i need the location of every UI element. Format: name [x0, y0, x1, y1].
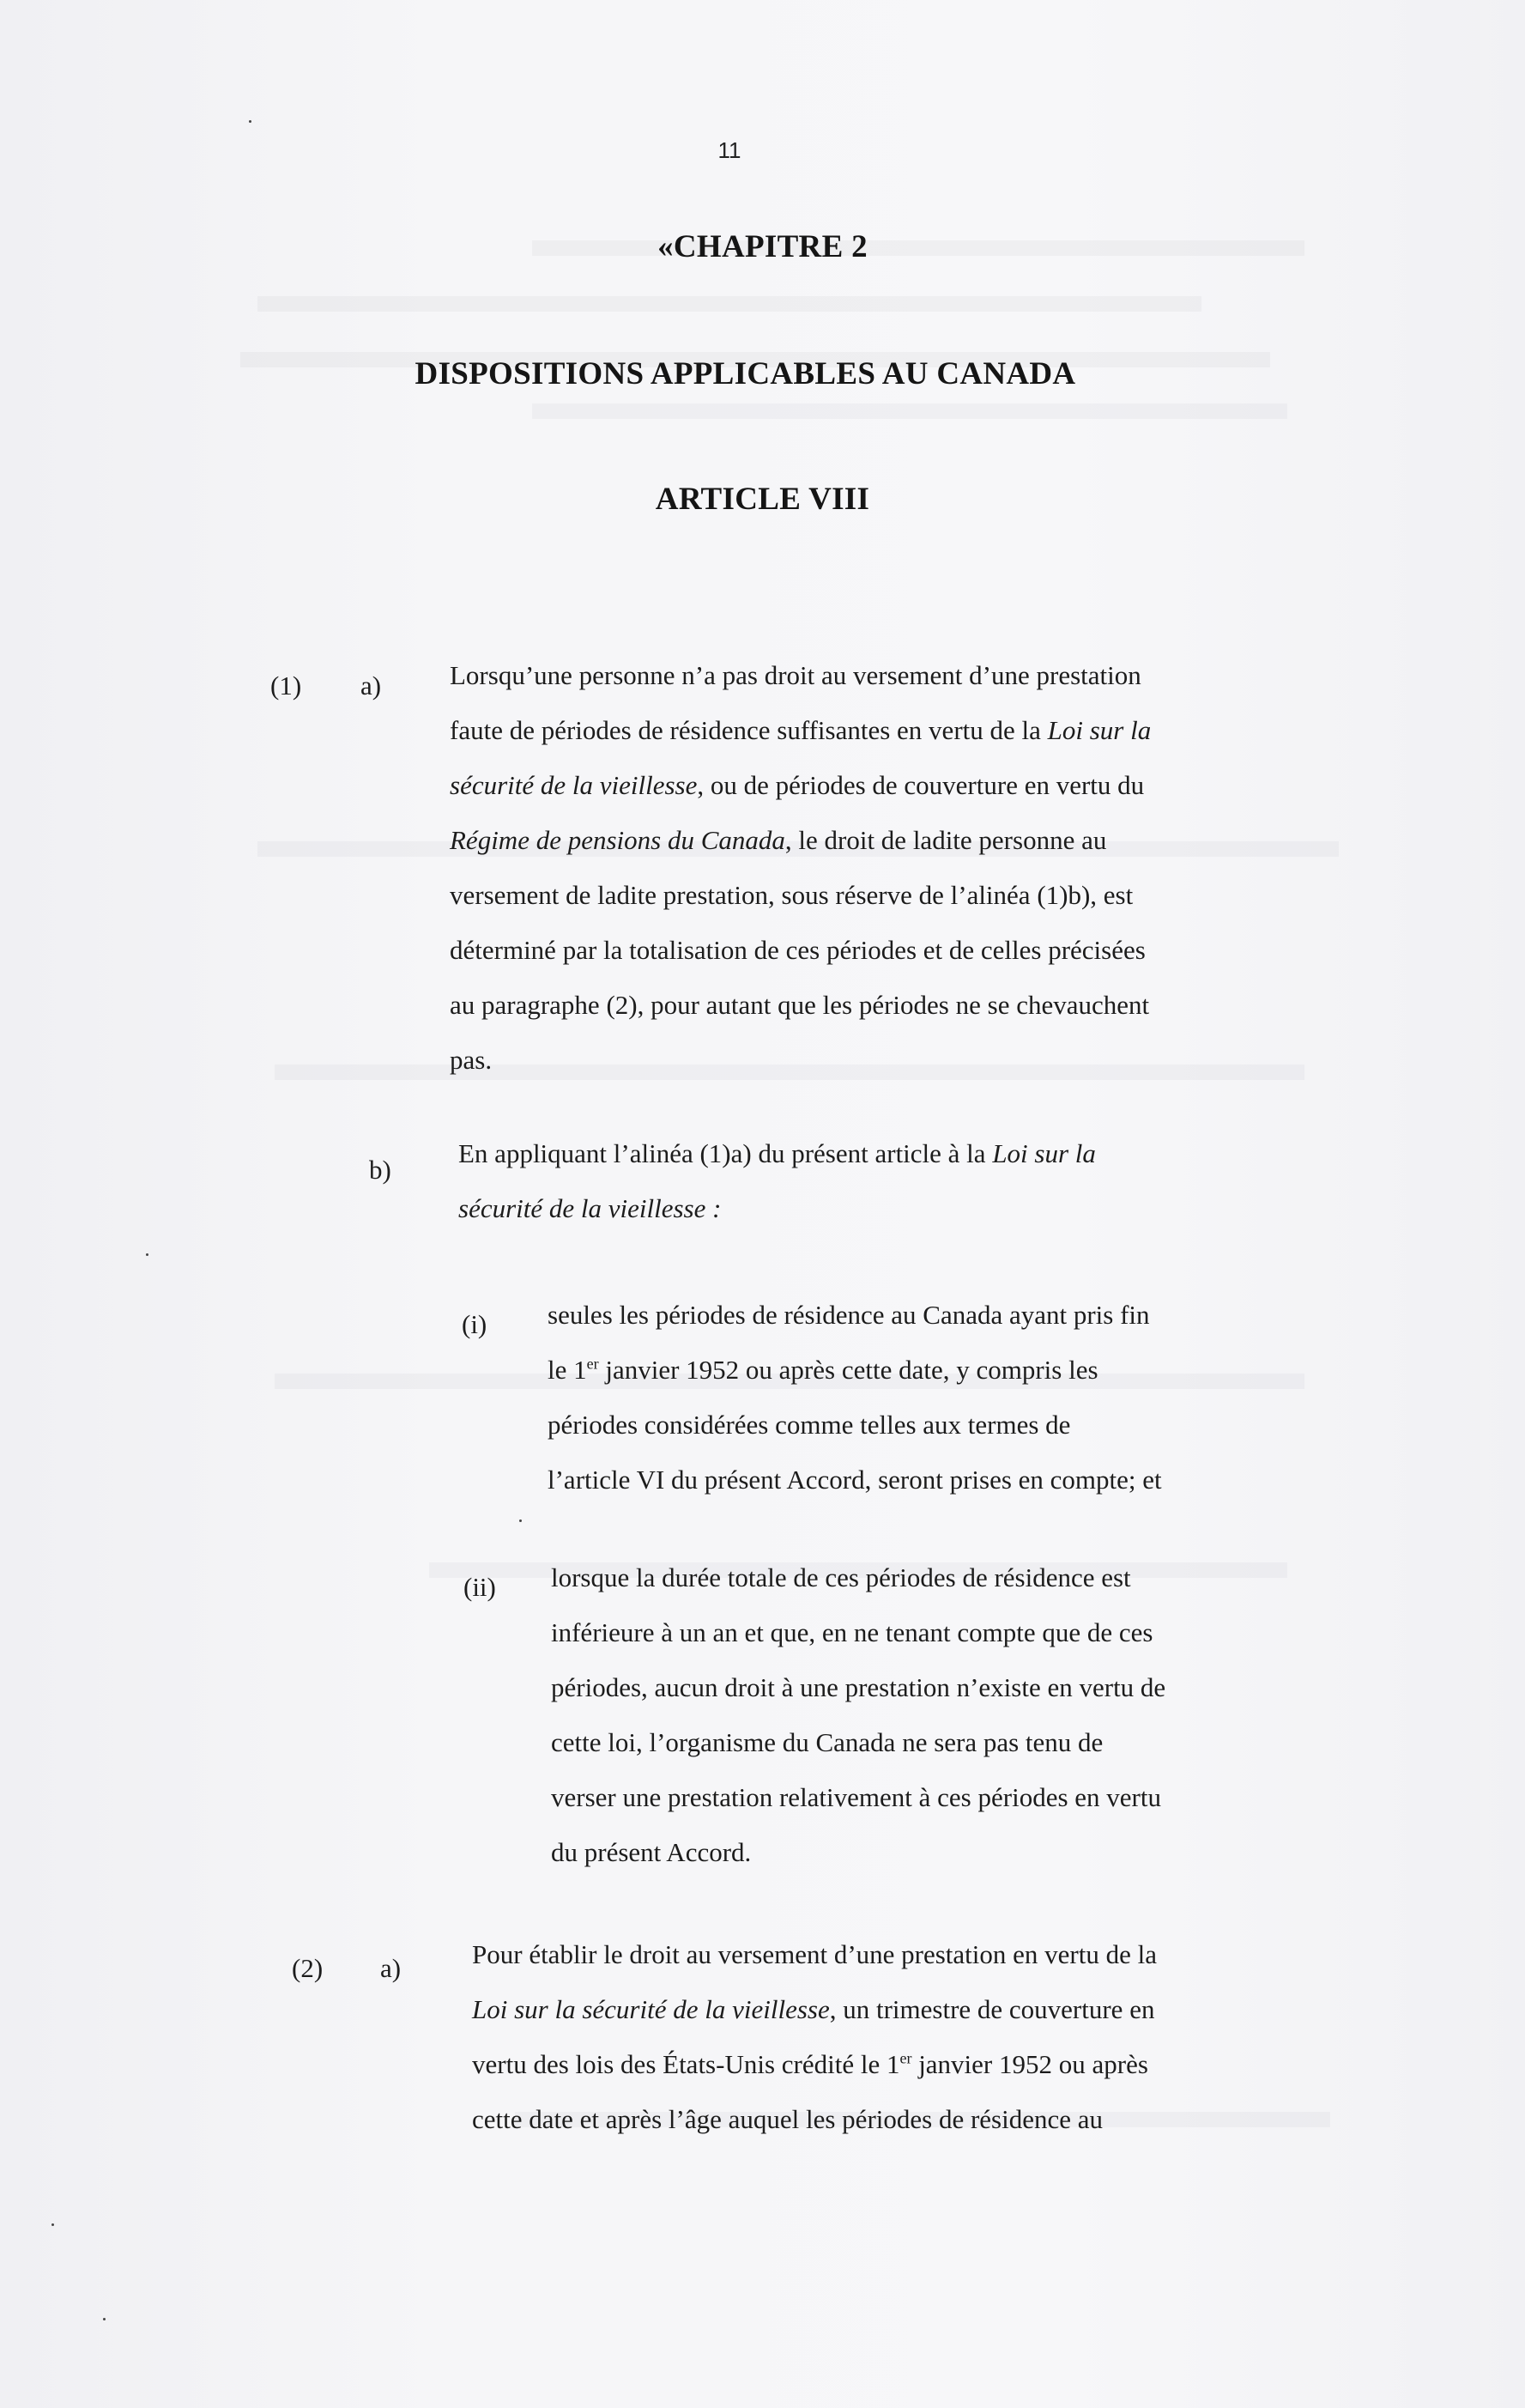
article-heading: ARTICLE VIII — [655, 482, 870, 517]
chapter-heading: «CHAPITRE 2 — [657, 229, 868, 264]
line: sécurité de la vieillesse, ou de périodes de couverture en vertu du — [450, 770, 1145, 800]
speck — [103, 2318, 106, 2320]
subparagraph-ii-marker: (ii) — [463, 1572, 496, 1602]
line: inférieure à un an et que, en ne tenant compte que de ces — [551, 1617, 1153, 1647]
speck — [519, 1519, 522, 1522]
section-heading: DISPOSITIONS APPLICABLES AU CANADA — [415, 356, 1076, 391]
speck — [146, 1253, 148, 1256]
line: l’article VI du présent Accord, seront prises en compte; et — [548, 1465, 1162, 1495]
subparagraph-ii-text — [551, 1550, 1165, 1880]
line: lorsque la durée totale de ces périodes de résidence est — [551, 1562, 1131, 1592]
line: sécurité de la vieillesse : — [458, 1193, 722, 1223]
line: le 1er janvier 1952 ou après cette date, y compris les — [548, 1355, 1098, 1385]
line: Pour établir le droit au versement d’une prestation en vertu de la — [472, 1939, 1157, 1969]
line: versement de ladite prestation, sous réserve de l’alinéa (1)b), est — [450, 880, 1134, 910]
paragraph-2a-text — [472, 1927, 1157, 2147]
paragraph-1-marker: (1) — [270, 670, 302, 701]
paragraph-1b-text — [458, 1126, 1096, 1236]
subparagraph-i-text — [548, 1288, 1162, 1507]
line: seules les périodes de résidence au Canada ayant pris fin — [548, 1300, 1150, 1330]
line: Loi sur la sécurité de la vieillesse, un trimestre de couverture en — [472, 1994, 1155, 2024]
speck — [51, 2223, 54, 2226]
line: pas. — [450, 1045, 493, 1075]
subparagraph-i-marker: (i) — [462, 1309, 487, 1339]
line: vertu des lois des États-Unis crédité le 1er janvier 1952 ou après — [472, 2049, 1148, 2079]
line: Lorsqu’une personne n’a pas droit au versement d’une prestation — [450, 660, 1141, 690]
line: périodes, aucun droit à une prestation n’existe en vertu de — [551, 1672, 1166, 1702]
speck — [249, 120, 251, 123]
page-number: 11 — [717, 137, 741, 163]
line: cette date et après l’âge auquel les périodes de résidence au — [472, 2104, 1104, 2134]
line: au paragraphe (2), pour autant que les périodes ne se chevauchent — [450, 990, 1150, 1020]
line: du présent Accord. — [551, 1837, 752, 1867]
line: périodes considérées comme telles aux termes de — [548, 1410, 1071, 1440]
paragraph-1a-marker: a) — [360, 670, 382, 701]
paragraph-2a-marker: a) — [380, 1953, 402, 1983]
paragraph-1b-marker: b) — [369, 1155, 391, 1185]
line: cette loi, l’organisme du Canada ne sera pas tenu de — [551, 1727, 1104, 1757]
paragraph-1a-text — [450, 648, 1151, 1088]
line: déterminé par la totalisation de ces périodes et de celles précisées — [450, 935, 1146, 965]
line: Régime de pensions du Canada, le droit de ladite personne au — [450, 825, 1107, 855]
line: faute de périodes de résidence suffisantes en vertu de la Loi sur la — [450, 715, 1152, 745]
line: En appliquant l’alinéa (1)a) du présent article à la Loi sur la — [458, 1138, 1096, 1168]
line: verser une prestation relativement à ces périodes en vertu — [551, 1782, 1161, 1812]
paragraph-2-marker: (2) — [292, 1953, 324, 1983]
